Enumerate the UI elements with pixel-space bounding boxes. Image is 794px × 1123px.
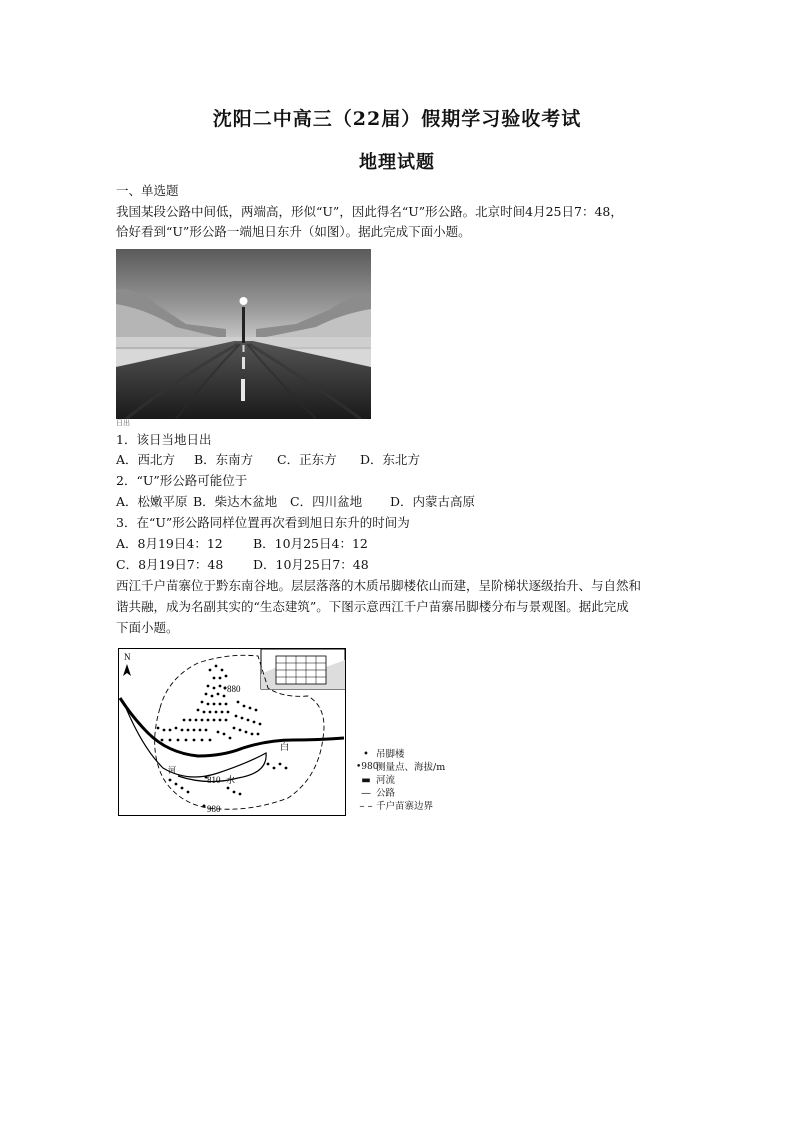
photo-caption: 日出 (116, 419, 130, 427)
legend-road: — 公路 (356, 787, 445, 800)
river-label-river: 河 (168, 766, 176, 775)
q3-option-d[interactable]: D．10月25日7：48 (253, 557, 369, 572)
map-legend (356, 748, 445, 813)
q1-option-c[interactable]: C．正东方 (277, 452, 337, 467)
intro-text-5: 下面小题。 (116, 620, 179, 635)
legend-river-icon: ▬ (361, 775, 371, 786)
question-3-options-row-1 (116, 534, 368, 554)
sunrise-road-photo (116, 249, 371, 419)
q1-option-d[interactable]: D．东北方 (360, 452, 421, 467)
north-label: N (124, 652, 131, 662)
intro-text-1: 我国某段公路中间低，两端高，形似“U”，因此得名“U”形公路。北京时间4月25日7：48， (116, 204, 623, 219)
intro-text-4: 谐共融，成为名副其实的“生态建筑”。下图示意西江千户苗寨吊脚楼分布与景观图。据此完成 (116, 599, 629, 614)
river-label-water: 水 (226, 775, 236, 785)
intro-text-3: 西江千户苗寨位于黔东南谷地。层层落落的木质吊脚楼依山而建，呈阶梯状逐级抬升、与自然和 (116, 578, 642, 593)
q2-option-b[interactable]: B．柴达木盆地 (193, 494, 278, 509)
question-2-options (116, 492, 475, 512)
q1-option-a[interactable]: A．西北方 (116, 452, 176, 467)
stilt-house-inset (261, 649, 345, 689)
question-3-options-row-2 (116, 555, 369, 575)
legend-boundary: – – 千户苗寨边界 (356, 800, 445, 813)
question-1-options (116, 450, 420, 470)
q2-option-d[interactable]: D．内蒙古高原 (390, 494, 476, 509)
intro-text-2: 恰好看到“U”形公路一端旭日东升（如图）。据此完成下面小题。 (116, 224, 471, 239)
elevation-810: 810 (207, 775, 221, 785)
legend-boundary-icon: – – (359, 801, 373, 812)
legend-river: ▬ 河流 (356, 774, 445, 787)
subject-title: 地理试题 (359, 152, 435, 173)
sunrise-road-image (116, 249, 371, 419)
section-heading: 一、单选题 (116, 183, 179, 198)
elevation-980: 980 (207, 804, 221, 814)
q3-option-c[interactable]: C．8月19日7：48 (116, 557, 224, 572)
legend-survey-point: •980 测量点、海拔/m (356, 762, 446, 773)
q2-option-c[interactable]: C．四川盆地 (290, 494, 363, 509)
legend-survey-icon: •980 (356, 762, 379, 772)
river-label-white: 白 (280, 742, 290, 752)
legend-stilt-house: • 吊脚楼 (356, 748, 445, 761)
elevation-880: 880 (227, 684, 241, 694)
legend-dot-icon: • (363, 749, 369, 760)
q3-option-a[interactable]: A．8月19日4：12 (116, 536, 223, 551)
miao-village-map (118, 648, 346, 816)
q3-option-b[interactable]: B．10月25日4：12 (253, 536, 368, 551)
legend-road-icon: — (361, 788, 371, 799)
question-2-stem: 2．“U”形公路可能位于 (116, 473, 248, 488)
question-3-stem: 3．在“U”形公路同样位置再次看到旭日东升的时间为 (116, 515, 410, 530)
exam-title: 沈阳二中高三（22届）假期学习验收考试 (212, 108, 582, 130)
village-map-figure (118, 648, 346, 816)
q2-option-a[interactable]: A．松嫩平原 (116, 494, 188, 509)
q1-option-b[interactable]: B．东南方 (194, 452, 254, 467)
question-1-stem: 1．该日当地日出 (116, 432, 212, 447)
